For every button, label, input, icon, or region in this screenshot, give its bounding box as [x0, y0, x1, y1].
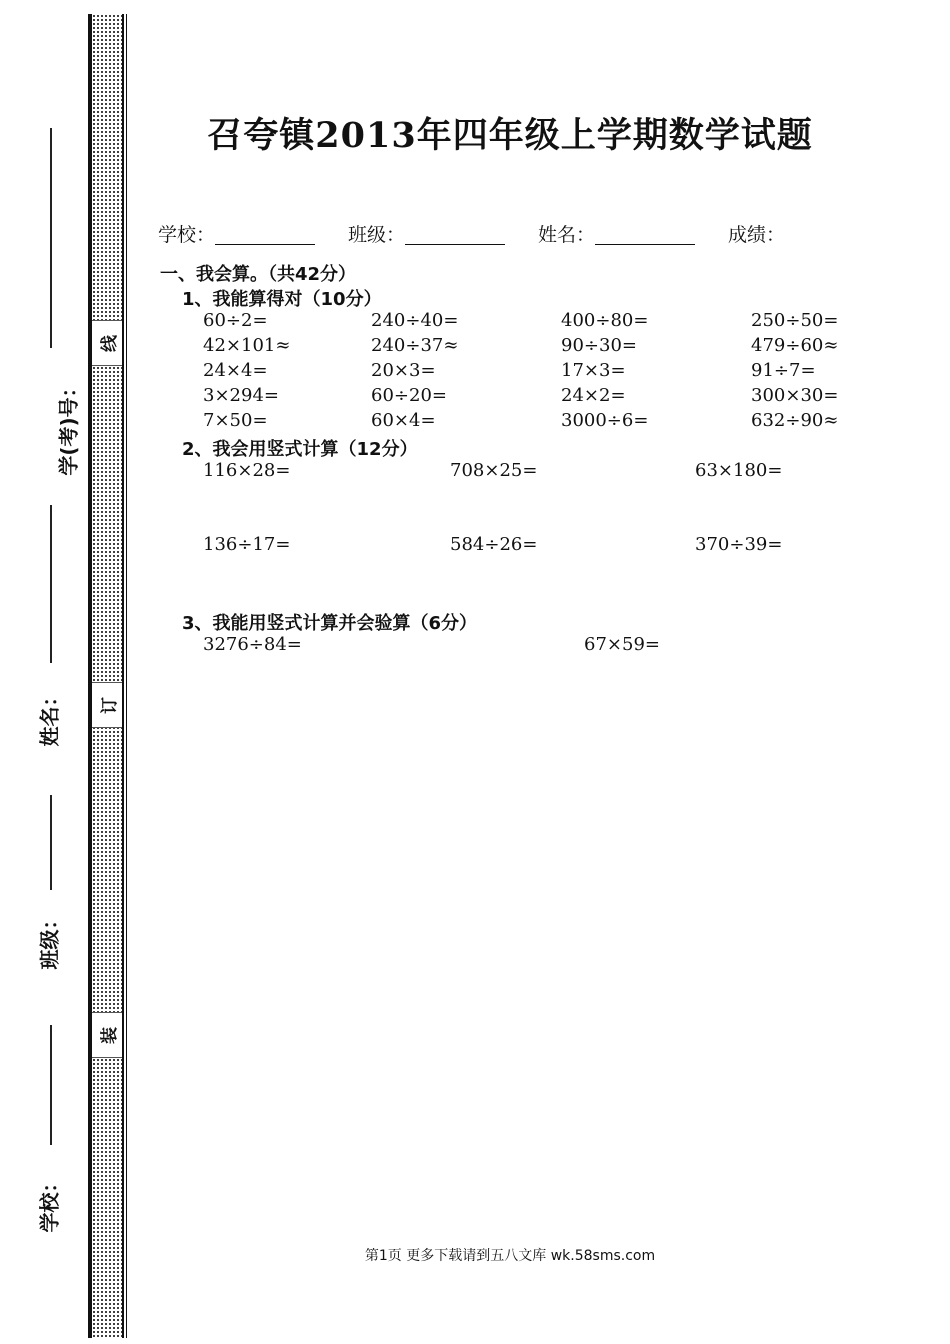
- problem: 60÷20=: [371, 385, 447, 406]
- problem: 7×50=: [203, 410, 268, 431]
- section1-heading: 一、我会算。（共42分）: [160, 264, 357, 285]
- problem: 3×294=: [203, 385, 279, 406]
- problem: 24×4=: [203, 360, 268, 381]
- margin-line-name[interactable]: [50, 505, 52, 663]
- problem: 20×3=: [371, 360, 436, 381]
- margin-line-student-id[interactable]: [50, 128, 52, 348]
- problem: 708×25=: [450, 460, 538, 481]
- margin-line-class[interactable]: [50, 795, 52, 890]
- gutter-inner-line: [126, 14, 127, 1338]
- margin-line-school[interactable]: [50, 1025, 52, 1145]
- info-score: [728, 220, 785, 247]
- problem: 24×2=: [561, 385, 626, 406]
- problem: 90÷30=: [561, 335, 637, 356]
- problem: 116×28=: [203, 460, 291, 481]
- problem: 42×101≈: [203, 335, 291, 356]
- page-title: 召夸镇2013年四年级上学期数学试题: [207, 115, 813, 156]
- problem: 136÷17=: [203, 534, 291, 555]
- info-school: [158, 220, 315, 247]
- problem: 479÷60≈: [751, 335, 839, 356]
- problem: 400÷80=: [561, 310, 649, 331]
- info-name: [538, 220, 695, 247]
- binding-dot-strip: [90, 14, 124, 1338]
- problem: 60×4=: [371, 410, 436, 431]
- info-class-label: 班级：: [348, 224, 406, 246]
- info-school-blank[interactable]: [215, 226, 315, 245]
- strip-mark-zhuang: 装: [92, 1012, 122, 1058]
- problem: 3000÷6=: [561, 410, 649, 431]
- margin-label-school: 学校：: [37, 1172, 62, 1233]
- problem: 17×3=: [561, 360, 626, 381]
- problem: 63×180=: [695, 460, 783, 481]
- part1-heading: 1、我能算得对（10分）: [182, 289, 382, 310]
- problem: 67×59=: [584, 634, 660, 655]
- problem: 240÷40=: [371, 310, 459, 331]
- problem: 91÷7=: [751, 360, 816, 381]
- problem: 240÷37≈: [371, 335, 459, 356]
- problem: 584÷26=: [450, 534, 538, 555]
- problem: 3276÷84=: [203, 634, 302, 655]
- info-class: [348, 220, 505, 247]
- part2-heading: 2、我会用竖式计算（12分）: [182, 439, 418, 460]
- page-footer: 第1页 更多下载请到五八文库 wk.58sms.com: [364, 1248, 656, 1264]
- info-score-label: 成绩：: [728, 224, 786, 246]
- part3-heading: 3、我能用竖式计算并会验算（6分）: [182, 613, 478, 634]
- strip-mark-xian: 线: [92, 320, 122, 366]
- info-name-label: 姓名：: [538, 224, 596, 246]
- problem: 60÷2=: [203, 310, 268, 331]
- problem: 250÷50=: [751, 310, 839, 331]
- info-name-blank[interactable]: [595, 226, 695, 245]
- margin-label-name: 姓名：: [37, 686, 62, 747]
- info-class-blank[interactable]: [405, 226, 505, 245]
- problem: 300×30=: [751, 385, 839, 406]
- margin-label-student-id: 学(考)号：: [56, 377, 81, 476]
- strip-mark-ding: 订: [92, 682, 122, 728]
- info-school-label: 学校：: [158, 224, 216, 246]
- problem: 632÷90≈: [751, 410, 839, 431]
- margin-label-class: 班级：: [37, 909, 62, 970]
- problem: 370÷39=: [695, 534, 783, 555]
